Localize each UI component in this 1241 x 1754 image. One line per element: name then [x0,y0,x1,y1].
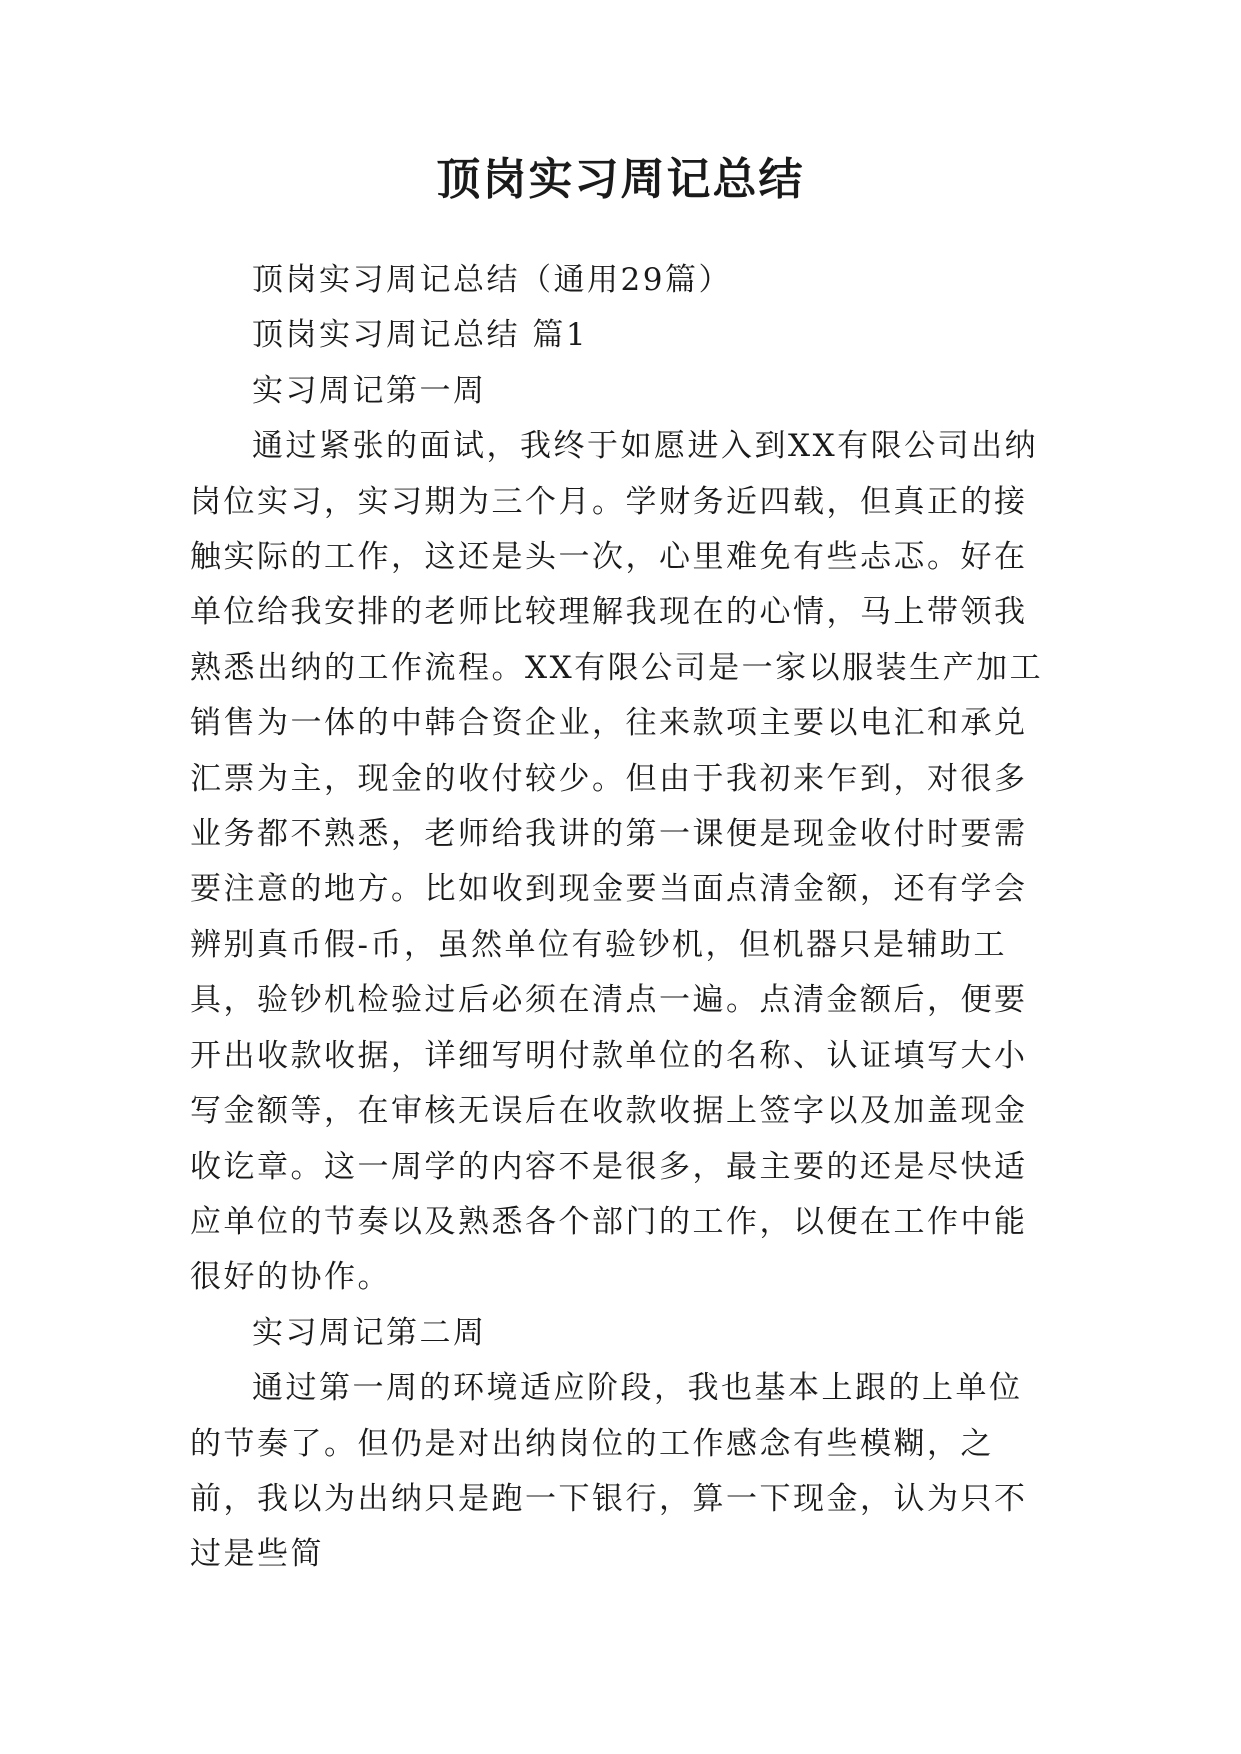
body-paragraph-2: 通过第一周的环境适应阶段，我也基本上跟的上单位的节奏了。但仍是对出纳岗位的工作感念有些模糊，之前，我以为出纳只是跑一下银行，算一下现金，认为只不过是些简 [190,1370,1028,1573]
week-heading-2: 实习周记第二周 [252,1314,487,1351]
week-heading-1: 实习周记第一周 [252,372,487,409]
document-title: 顶岗实习周记总结 [436,154,805,205]
subtitle-paragraph: 顶岗实习周记总结（通用29篇） [252,262,732,298]
document-body [190,253,1052,1583]
section-heading: 顶岗实习周记总结 篇1 [252,317,589,354]
body-paragraph-1: 通过紧张的面试，我终于如愿进入到XX有限公司出纳岗位实习，实习期为三个月。学财务近四载，但真正的接触实际的工作，这还是头一次，心里难免有些忐忑。好在单位给我安排的老师比较理解我现在的心情，马上带领我熟悉出纳的工作流程。XX有限公司是一家以服装生产加工销售为一体的中韩合资企业，往来款项主要以电汇和承兑汇票为主，现金的收付较少。但由于我初来乍到，对很多业务都不熟悉，老师给我讲的第一课便是现金收付时要需要注意的地方。比如收到现金要当面点清金额，还有学会辨别真币假-币，虽然单位有验钞机，但机器只是辅助工具，验钞机检验过后必须在清点一遍。点清金额后，便要开出收款收据，详细写明付款单位的名称、认证填写大小写金额等，在审核无误后在收款收据上签字以及加盖现金收讫章。这一周学的内容不是很多，最主要的还是尽快适应单位的节奏以及熟悉各个部门的工作，以便在工作中能很好的协作。 [190,428,1044,1296]
